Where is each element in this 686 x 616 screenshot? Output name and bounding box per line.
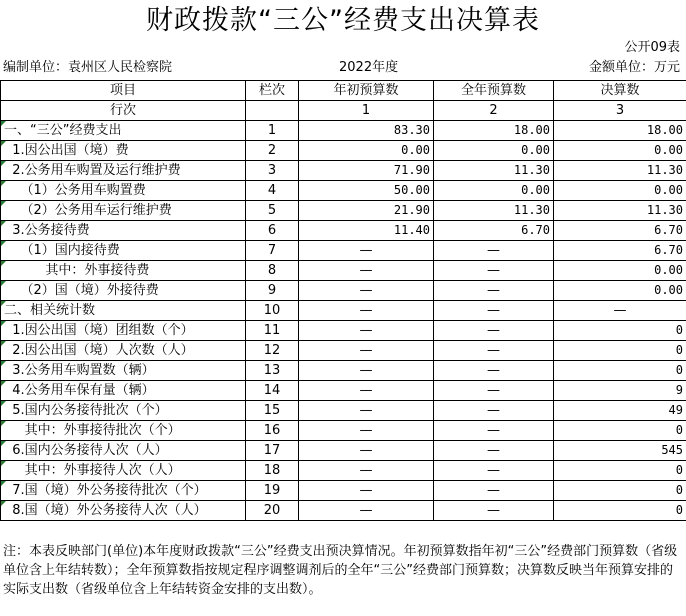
table-row (1, 281, 686, 301)
row-final: 0 (554, 321, 686, 341)
row-label: 二、相关统计数 (1, 301, 246, 321)
row-label: 7.国（境）外公务接待批次（个） (1, 481, 246, 501)
row-seq: 12 (246, 341, 299, 361)
row-label: 5.国内公务接待批次（个） (1, 401, 246, 421)
row-label: 4.公务用车保有量（辆） (1, 381, 246, 401)
row-annual: 18.00 (434, 121, 554, 141)
row-seq: 15 (246, 401, 299, 421)
table-row (1, 361, 686, 381)
row-final: 0 (554, 421, 686, 441)
row-final: 0 (554, 361, 686, 381)
row-annual: 0.00 (434, 181, 554, 201)
row-budget: — (299, 341, 434, 361)
row-annual: — (434, 441, 554, 461)
header-row (1, 81, 686, 101)
row-budget: — (299, 301, 434, 321)
row-seq: 3 (246, 161, 299, 181)
row-budget: — (299, 281, 434, 301)
row-annual: — (434, 321, 554, 341)
row-label: 1.因公出国（境）团组数（个） (1, 321, 246, 341)
row-seq: 17 (246, 441, 299, 461)
row-budget: 71.90 (299, 161, 434, 181)
row-budget: — (299, 401, 434, 421)
row-final: 545 (554, 441, 686, 461)
row-seq: 10 (246, 301, 299, 321)
row-final: 0 (554, 341, 686, 361)
subheader-final: 3 (554, 101, 686, 121)
row-budget: — (299, 241, 434, 261)
subheader-annual: 2 (434, 101, 554, 121)
table-row (1, 121, 686, 141)
row-seq: 6 (246, 221, 299, 241)
table-row (1, 261, 686, 281)
row-budget: — (299, 261, 434, 281)
table-row (1, 181, 686, 201)
row-label: （2）国（境）外接待费 (1, 281, 246, 301)
currency-unit: 金额单位：万元 (588, 60, 680, 75)
footnote: 注：本表反映部门(单位)本年度财政拨款“三公”经费支出预决算情况。年初预算数指年初“三公”经费部门预算数（省级单位含上年结转数）；全年预算数指按规定程序调整调剂后的全年“三公”经费部门预算数；决算数反映当年预算安排的实际支出数（省级单位含上年结转资金安排的支出数）。 (3, 544, 678, 597)
subheader-row (1, 101, 686, 121)
fiscal-year: 2022年度 (339, 60, 399, 75)
row-annual: 11.30 (434, 201, 554, 221)
row-final: 6.70 (554, 241, 686, 261)
row-annual: — (434, 421, 554, 441)
row-label: （2）公务用车运行维护费 (1, 201, 246, 221)
table-row (1, 141, 686, 161)
table-row (1, 381, 686, 401)
row-label: 3.公务接待费 (1, 221, 246, 241)
table-row (1, 341, 686, 361)
row-label: 8.国（境）外公务接待人次（人） (1, 501, 246, 521)
row-final: 0.00 (554, 281, 686, 301)
row-label: 2.因公出国（境）人次数（人） (1, 341, 246, 361)
row-seq: 18 (246, 461, 299, 481)
header-annual: 全年预算数 (434, 81, 554, 101)
table-row (1, 401, 686, 421)
row-final: 0.00 (554, 181, 686, 201)
row-budget: 0.00 (299, 141, 434, 161)
row-final: — (554, 301, 686, 321)
header-budget: 年初预算数 (299, 81, 434, 101)
header-item: 项目 (1, 81, 246, 101)
expenditure-table (0, 80, 686, 521)
row-budget: — (299, 501, 434, 521)
row-label: 其中：外事接待费 (1, 261, 246, 281)
row-final: 0 (554, 501, 686, 521)
row-annual: 11.30 (434, 161, 554, 181)
page-title: 财政拨款“三公”经费支出决算表 (146, 5, 540, 36)
row-annual: — (434, 301, 554, 321)
row-annual: — (434, 401, 554, 421)
row-budget: — (299, 421, 434, 441)
row-seq: 19 (246, 481, 299, 501)
row-label: 2.公务用车购置及运行维护费 (1, 161, 246, 181)
row-annual: — (434, 341, 554, 361)
row-final: 0 (554, 461, 686, 481)
table-row (1, 481, 686, 501)
table-row (1, 321, 686, 341)
table-row (1, 201, 686, 221)
row-annual: — (434, 481, 554, 501)
row-annual: 6.70 (434, 221, 554, 241)
row-annual: — (434, 461, 554, 481)
row-annual: — (434, 361, 554, 381)
row-budget: 50.00 (299, 181, 434, 201)
row-budget: — (299, 461, 434, 481)
row-seq: 7 (246, 241, 299, 261)
row-annual: — (434, 381, 554, 401)
row-seq: 14 (246, 381, 299, 401)
row-budget: — (299, 381, 434, 401)
row-seq: 1 (246, 121, 299, 141)
subheader-seq (246, 101, 299, 121)
row-label: （1）国内接待费 (1, 241, 246, 261)
row-label: （1）公务用车购置费 (1, 181, 246, 201)
row-annual: — (434, 241, 554, 261)
row-final: 0.00 (554, 261, 686, 281)
row-final: 18.00 (554, 121, 686, 141)
row-label: 6.国内公务接待人次（人） (1, 441, 246, 461)
row-final: 0 (554, 481, 686, 501)
row-final: 0.00 (554, 141, 686, 161)
row-budget: 11.40 (299, 221, 434, 241)
row-label: 3.公务用车购置数（辆） (1, 361, 246, 381)
row-seq: 4 (246, 181, 299, 201)
subheader-item: 行次 (1, 101, 246, 121)
row-seq: 11 (246, 321, 299, 341)
header-final: 决算数 (554, 81, 686, 101)
row-label: 其中：外事接待批次（个） (1, 421, 246, 441)
row-seq: 20 (246, 501, 299, 521)
row-seq: 2 (246, 141, 299, 161)
row-label: 1.因公出国（境）费 (1, 141, 246, 161)
row-final: 9 (554, 381, 686, 401)
row-seq: 9 (246, 281, 299, 301)
table-row (1, 221, 686, 241)
row-budget: — (299, 361, 434, 381)
row-seq: 5 (246, 201, 299, 221)
row-annual: — (434, 261, 554, 281)
table-row (1, 461, 686, 481)
header-seq: 栏次 (246, 81, 299, 101)
row-annual: 0.00 (434, 141, 554, 161)
table-row (1, 501, 686, 521)
row-budget: — (299, 441, 434, 461)
table-row (1, 441, 686, 461)
row-budget: — (299, 481, 434, 501)
table-row (1, 161, 686, 181)
subheader-budget: 1 (299, 101, 434, 121)
row-final: 6.70 (554, 221, 686, 241)
row-label: 其中：外事接待人次（人） (1, 461, 246, 481)
table-row (1, 421, 686, 441)
form-code: 公开09表 (624, 40, 680, 55)
table-row (1, 301, 686, 321)
row-final: 11.30 (554, 201, 686, 221)
row-final: 49 (554, 401, 686, 421)
row-annual: — (434, 281, 554, 301)
row-seq: 13 (246, 361, 299, 381)
row-annual: — (434, 501, 554, 521)
row-seq: 16 (246, 421, 299, 441)
reporting-unit: 编制单位：袁州区人民检察院 (3, 60, 173, 75)
row-label: 一、“三公”经费支出 (1, 121, 246, 141)
row-budget: 83.30 (299, 121, 434, 141)
row-budget: 21.90 (299, 201, 434, 221)
row-seq: 8 (246, 261, 299, 281)
row-budget: — (299, 321, 434, 341)
row-final: 11.30 (554, 161, 686, 181)
table-row (1, 241, 686, 261)
